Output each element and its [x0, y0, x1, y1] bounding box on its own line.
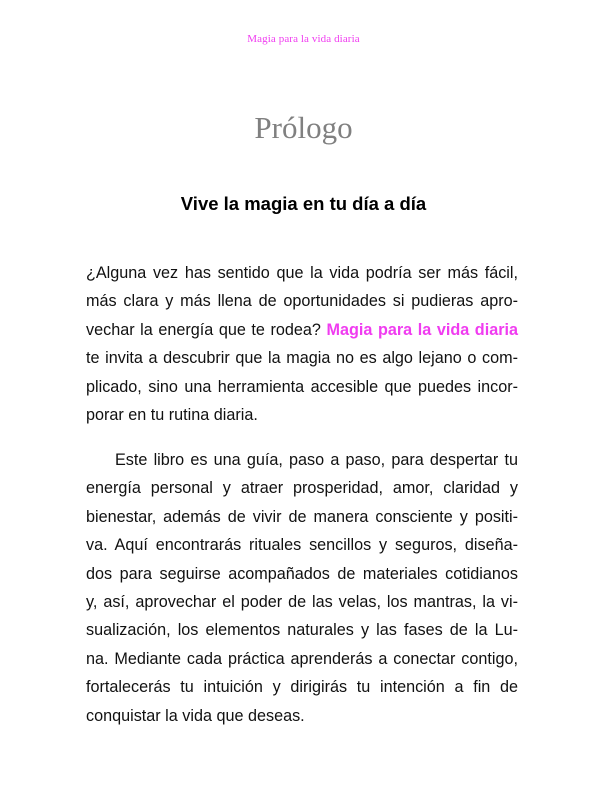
chapter-subtitle: Vive la magia en tu día a día	[180, 193, 427, 214]
text-line: dos para seguirse acompañados de materiales cotidianos	[86, 564, 518, 583]
text-line: Este libro es una guía, paso a paso, para despertar tu	[115, 451, 518, 469]
text-line: y, así, aprovechar el poder de las velas, los mantras, la vi-	[86, 592, 518, 611]
text-line: fortalecerás tu intuición y dirigirás tu intención a fin de	[86, 678, 518, 697]
running-header: Magia para la vida diaria	[247, 33, 360, 45]
text-line: plicado, sino una herramienta accesible que puedes incor-	[86, 377, 518, 396]
chapter-title: Prólogo	[254, 110, 353, 145]
text-line: sualización, los elementos naturales y las fases de la Lu-	[86, 621, 518, 640]
paragraph-2	[86, 446, 518, 730]
text-line: va. Aquí encontrarás rituales sencillos y seguros, diseña-	[86, 536, 518, 555]
book-title-highlight: Magia para la vida diaria	[326, 320, 518, 339]
text-line: más clara y más llena de oportunidades si pudieras apro-	[86, 292, 518, 311]
text-line: vechar la energía que te rodea? Magia para la vida diaria	[86, 320, 518, 339]
text-line: bienestar, además de vivir de manera consciente y positi-	[86, 507, 518, 526]
text-line: energía personal y atraer prosperidad, amor, claridad y	[86, 479, 518, 498]
text-line: te invita a descubrir que la magia no es algo lejano o com-	[86, 349, 518, 368]
text-line: ¿Alguna vez has sentido que la vida podría ser más fácil,	[86, 264, 518, 282]
text-line: conquistar la vida que deseas.	[86, 706, 305, 725]
paragraph-1	[86, 259, 518, 429]
text-line: porar en tu rutina diaria.	[86, 405, 258, 424]
text-line: na. Mediante cada práctica aprenderás a conectar contigo,	[86, 649, 518, 668]
